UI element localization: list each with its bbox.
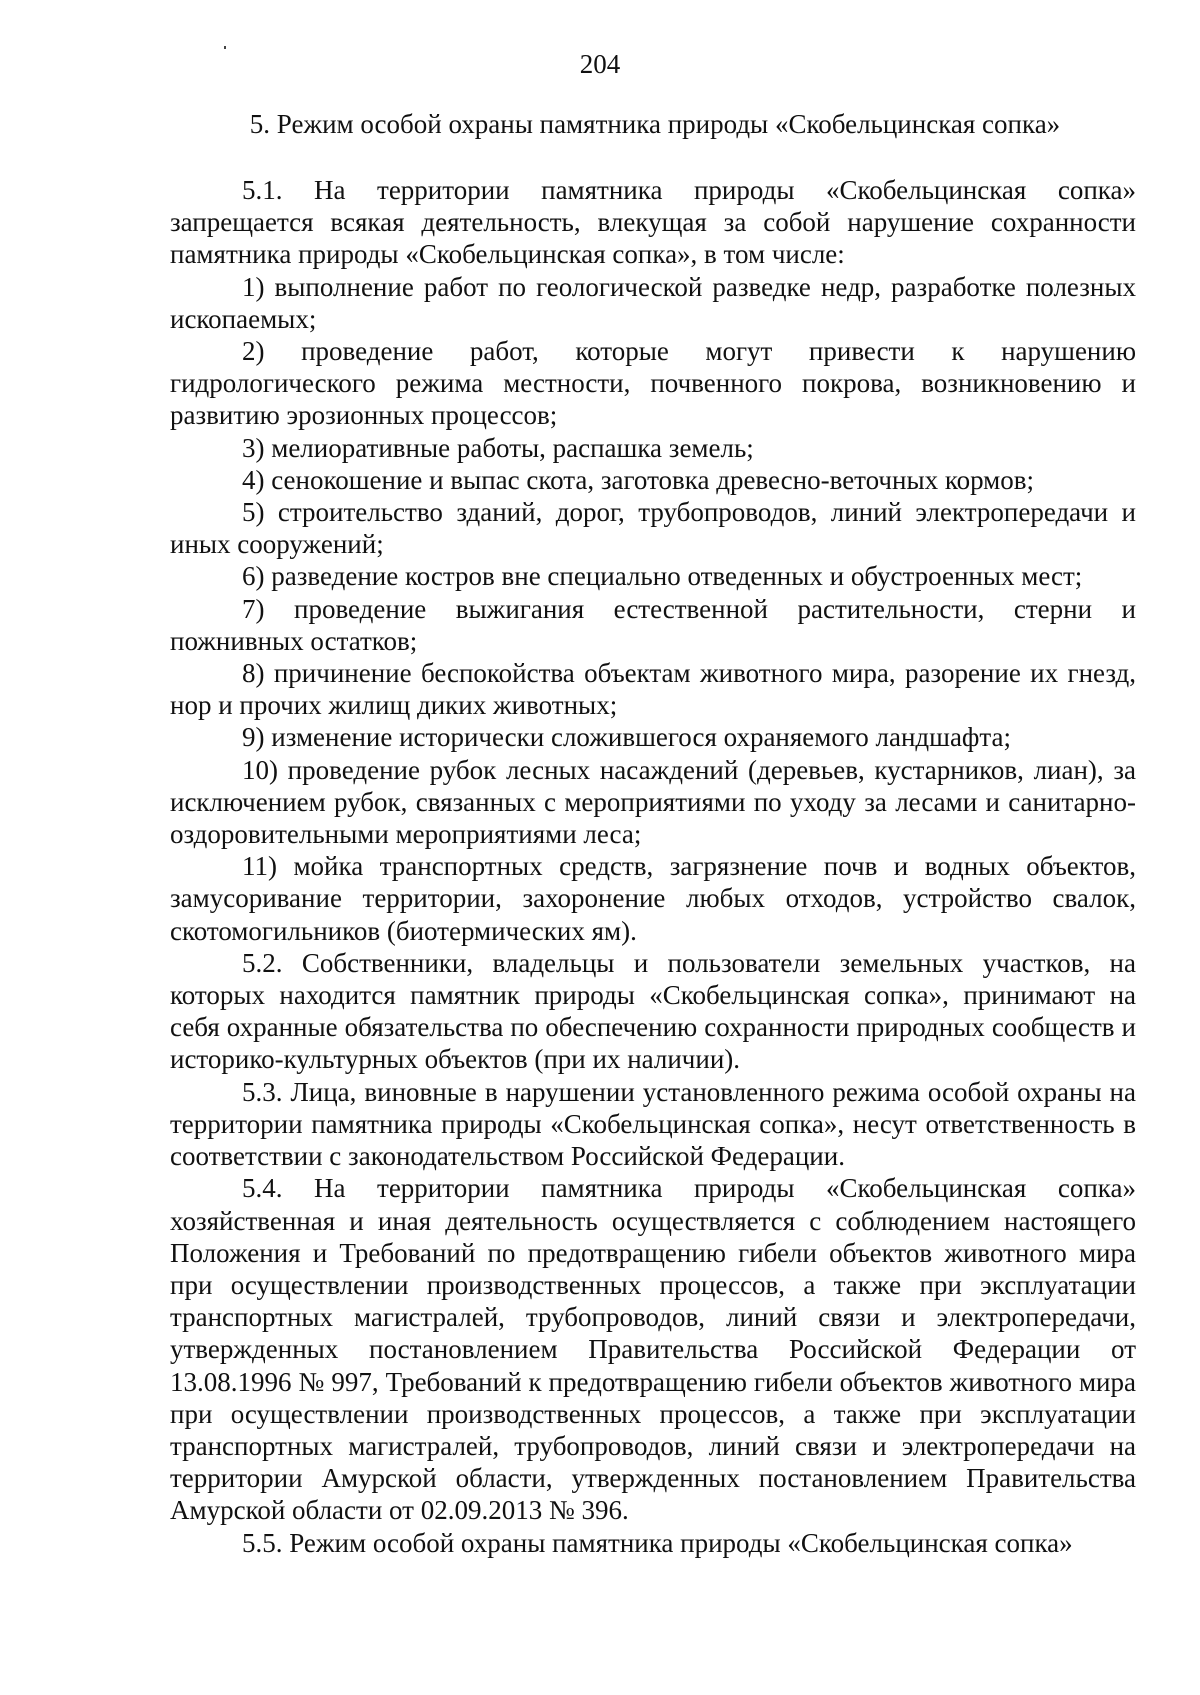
list-item-2: 2) проведение работ, которые могут привести к нарушению гидрологического режима местности, почвенного покрова, возникновению и развитию эрозионных процессов; xyxy=(170,336,1136,431)
list-item-5: 5) строительство зданий, дорог, трубопроводов, линий электропередачи и иных сооружений; xyxy=(170,497,1136,560)
body-text xyxy=(170,174,1136,1559)
paragraph-5-5: 5.5. Режим особой охраны памятника природы «Скобельцинская сопка» xyxy=(242,1527,1073,1558)
section-title: 5. Режим особой охраны памятника природы «Скобельцинская сопка» xyxy=(249,109,1061,139)
list-item-7: 7) проведение выжигания естественной растительности, стерни и пожнивных остатков; xyxy=(170,593,1136,656)
list-item-4: 4) сенокошение и выпас скота, заготовка древесно-веточных кормов; xyxy=(242,464,1035,495)
list-item-9: 9) изменение исторически сложившегося охраняемого ландшафта; xyxy=(242,722,1012,753)
paragraph-5-2: 5.2. Собственники, владельцы и пользователи земельных участков, на которых находится памятник природы «Скобельцинская сопка», принимают на себя охранные обязательства по обеспечению сохранности природных сообществ и историко-культурных объектов (при их наличии). xyxy=(170,947,1136,1075)
list-item-10: 10) проведение рубок лесных насаждений (деревьев, кустарников, лиан), за исключением рубок, связанных с мероприятиями по уходу за лесами и санитарно-оздоровительными мероприятиями леса; xyxy=(170,754,1136,850)
paragraph-5-4: 5.4. На территории памятника природы «Скобельцинская сопка» хозяйственная и иная деятельность осуществляется с соблюдением настоящего Положения и Требований по предотвращению гибели объектов животного мира при осуществлении производственных процессов, а также при эксплуатации транспортных магистралей, трубопроводов, линий связи и электропередачи, утвержденных постановлением Правительства Российской Федерации от 13.08.1996 № 997, Требований к предотвращению гибели объектов животного мира при осуществлении производственных процессов, а также при эксплуатации транспортных магистралей, трубопроводов, линий связи и электропередачи на территории Амурской области, утвержденных постановлением Правительства Амурской области от 02.09.2013 № 396. xyxy=(170,1173,1136,1526)
list-item-1: 1) выполнение работ по геологической разведке недр, разработке полезных ископаемых; xyxy=(170,271,1136,334)
list-item-6: 6) разведение костров вне специально отведенных и обустроенных мест; xyxy=(242,561,1083,592)
page-number: 204 xyxy=(579,49,621,79)
paragraph-5-1: 5.1. На территории памятника природы «Скобельцинская сопка» запрещается всякая деятельность, влекущая за собой нарушение сохранности памятника природы «Скобельцинская сопка», в том числе: xyxy=(170,175,1136,270)
paragraph-5-3: 5.3. Лица, виновные в нарушении установленного режима особой охраны на территории памятника природы «Скобельцинская сопка», несут ответственность в соответствии с законодательством Российской Федерации. xyxy=(170,1076,1136,1172)
list-item-3: 3) мелиоративные работы, распашка земель; xyxy=(242,432,754,463)
list-item-8: 8) причинение беспокойства объектам животного мира, разорение их гнезд, нор и прочих жилищ диких животных; xyxy=(170,658,1136,721)
list-item-11: 11) мойка транспортных средств, загрязнение почв и водных объектов, замусоривание территории, захоронение любых отходов, устройство свалок, скотомогильников (биотермических ям). xyxy=(170,851,1136,946)
